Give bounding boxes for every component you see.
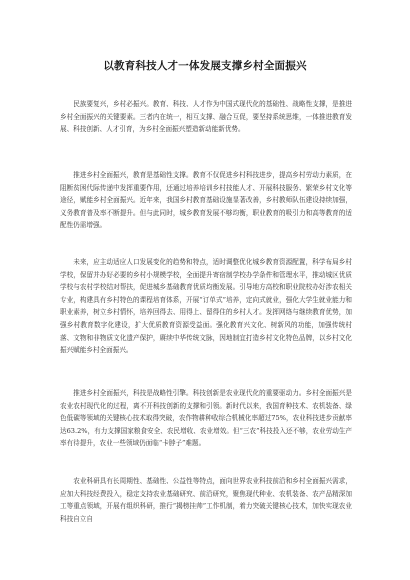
paragraph-future-education: 未来，应主动适应人口发展变化的趋势和特点，适时调整优化城乡教育资源配置，科学布局乡村学校，保留并办好必要的乡村小规模学校，全面提升寄宿制学校办学条件和管理水平，推动城区优质学校与农村学校结对帮扶，促进城乡基础教育优质均衡发展。引导地方高校和职业院校办好涉农相关专业，构建具有乡村特色的课程培育体系，开展“订单式”培养，定向式就业，强化大学生就业能力和职业素养，树立乡村情怀，培养回得去、用得上、留得住的乡村人才。发挥网络与继续教育优势，加强乡村教育数字化建设，扩大优质教育资源受益面。强化教育兴文化、树新风的功能，加强传统村落、文物和非物质文化遗产保护，赓续中华传统文脉，因地制宜打造乡村文化特色品牌，以乡村文化振兴赋能乡村全面振兴。 xyxy=(60,258,352,355)
paragraph-technology: 推进乡村全面振兴，科技是战略性引擎。科技创新是农业现代化的重要驱动力。乡村全面振兴是农业农村现代化的过程，离不开科技创新的支撑和引领。新时代以来，我国育种技术、农机装备、绿色低碳等领域的关键核心技术取得突破，农作物耕种收综合机械化率超过75%，农业科技进步贡献率达63.2%，有力支撑国家粮食安全、农民增收、农业增效。但“三农”科技投入还不够，农业劳动生产率有待提升，农业一些领域仍面临“卡脖子”难题。 xyxy=(60,389,352,448)
paragraph-agri-research: 农业科研具有长周期性、基础性、公益性等特点，面向世界农业科技前沿和乡村全面振兴需求，应加大科技经费投入，稳定支持农业基础研究、前沿研究，聚焦现代种业、农机装备、农产品精深加工等重点领域，开展有组织科研，推行“揭榜挂帅”工作机制，着力突破关键核心技术，加快实现农业科技自立自 xyxy=(60,477,352,523)
document-title: 以教育科技人才一体发展支撑乡村全面振兴 xyxy=(103,60,307,72)
paragraph-education: 推进乡村全面振兴，教育是基础性支撑。教育不仅促进乡村科技进步，提高乡村劳动力素质，在阻断贫困代际传递中发挥重要作用，还通过培养培训乡村技能人才、开展科技服务、繁荣乡村文化等途径，赋能乡村全面振兴。近年来，我国乡村教育基础设施显著改善，乡村教师队伍建设持续加强，义务教育普及率不断提升。但与此同时，城乡教育发展不够均衡，职业教育的吸引力和高等教育的适配性仍需增强。 xyxy=(60,171,352,230)
paragraph-intro: 民族要复兴，乡村必振兴。教育、科技、人才作为中国式现代化的基础性、战略性支撑，是推进乡村全面振兴的关键要素。三者内在统一，相互支撑、融合互促，要坚持系统思维，一体推进教育发展、科技创新、人才引育，为乡村全面振兴塑造新动能新优势。 xyxy=(60,100,352,134)
